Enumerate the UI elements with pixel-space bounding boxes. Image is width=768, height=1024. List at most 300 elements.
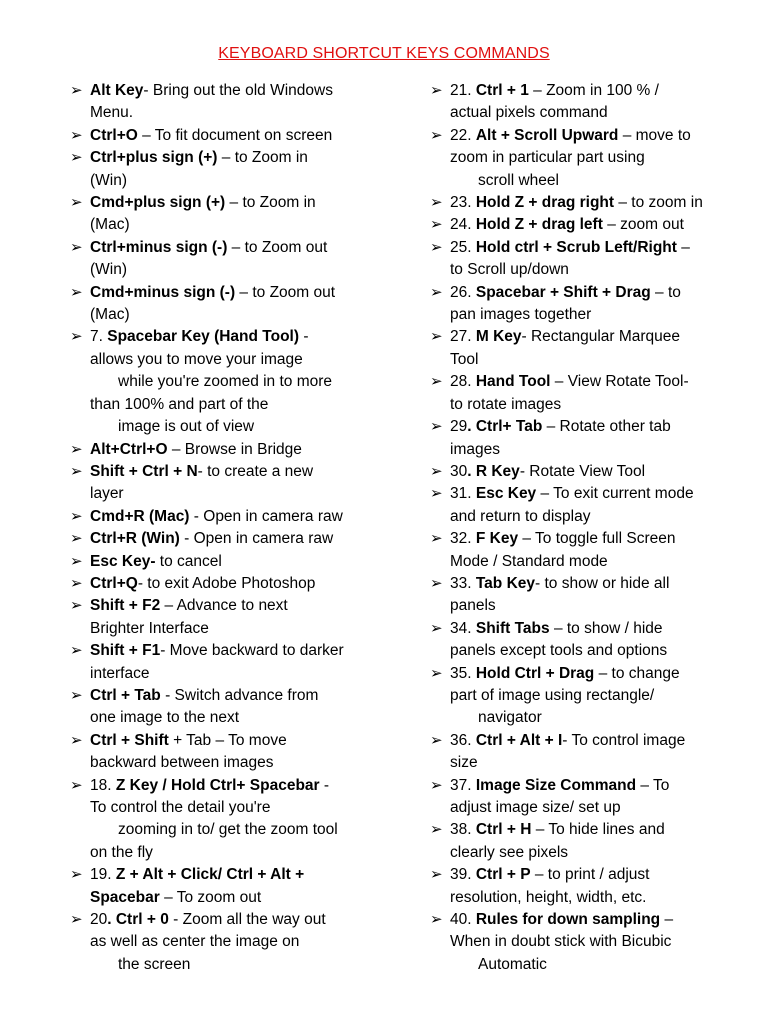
- list-item-line: [450, 80, 730, 102]
- list-item: [430, 909, 730, 976]
- description-text: – zoom out: [602, 216, 684, 234]
- arrow-bullet-icon: ➢: [70, 866, 83, 884]
- shortcut-key: Ctrl + 1: [475, 82, 529, 99]
- description-text: layer: [90, 485, 124, 503]
- list-item-line: [450, 237, 730, 259]
- list-item-line: [90, 170, 370, 192]
- list-item-line: [90, 954, 370, 976]
- list-item: [430, 125, 730, 192]
- description-text: 39.: [450, 866, 476, 884]
- list-item: [430, 371, 730, 416]
- list-item: [430, 730, 730, 775]
- shortcut-key: Spacebar: [90, 888, 160, 906]
- arrow-bullet-icon: ➢: [70, 597, 83, 615]
- shortcut-key: Ctrl + H: [475, 821, 532, 839]
- description-text: resolution, height, width, etc.: [450, 888, 647, 906]
- description-text: 26.: [450, 283, 476, 301]
- shortcut-key: Hold ctrl + Scrub Left/Right: [475, 238, 677, 256]
- list-item: [70, 125, 370, 147]
- list-item: [70, 864, 370, 909]
- list-item-line: [90, 595, 370, 617]
- list-item-line: [90, 237, 370, 259]
- list-item-line: [450, 685, 730, 707]
- arrow-bullet-icon: ➢: [70, 530, 83, 548]
- list-item-line: [450, 819, 730, 841]
- list-item-line: [450, 170, 730, 192]
- shortcut-key: Cmd+plus sign (+): [90, 194, 226, 212]
- shortcut-key: Cmd+minus sign (-): [90, 283, 236, 301]
- description-text: – to: [650, 283, 681, 301]
- description-text: navigator: [478, 709, 542, 727]
- description-text: interface: [90, 664, 150, 682]
- list-item-line: [90, 887, 370, 909]
- list-item-line: [90, 730, 370, 752]
- description-text: – move to: [618, 126, 691, 144]
- list-item-line: [450, 775, 730, 797]
- list-item-line: [450, 349, 730, 371]
- description-text: – Rotate other tab: [542, 418, 671, 436]
- list-item-line: [450, 663, 730, 685]
- description-text: than 100% and part of the: [90, 395, 269, 413]
- list-item: [70, 147, 370, 192]
- description-text: – To toggle full Screen: [518, 530, 676, 548]
- description-text: - Bring out the old Windows: [143, 82, 333, 99]
- arrow-bullet-icon: ➢: [430, 418, 443, 436]
- list-item-line: [450, 439, 730, 461]
- list-item-line: [450, 147, 730, 169]
- right-column: [430, 80, 730, 976]
- list-item-line: [90, 640, 370, 662]
- shortcut-key: Ctrl+O: [90, 126, 138, 144]
- left-column: [70, 80, 370, 976]
- description-text: 36.: [450, 731, 476, 749]
- list-item: [70, 192, 370, 237]
- arrow-bullet-icon: ➢: [430, 485, 443, 503]
- list-item-line: [90, 80, 370, 102]
- list-item-line: [90, 439, 370, 461]
- shortcut-key: Ctrl + P: [475, 866, 531, 884]
- list-item-line: [90, 685, 370, 707]
- list-item-line: [450, 595, 730, 617]
- arrow-bullet-icon: ➢: [430, 462, 443, 480]
- list-item-line: [450, 618, 730, 640]
- shortcut-key: Ctrl+minus sign (-): [90, 238, 228, 256]
- description-text: 7.: [90, 328, 108, 346]
- list-item: [430, 618, 730, 663]
- list-item-line: [450, 887, 730, 909]
- shortcut-key: Hold Z + drag left: [475, 216, 603, 234]
- description-text: - Rectangular Marquee: [521, 328, 681, 346]
- description-text: - To control image: [562, 731, 686, 749]
- description-text: 28.: [450, 373, 476, 391]
- description-text: – to Zoom out: [227, 238, 328, 256]
- arrow-bullet-icon: ➢: [430, 866, 443, 884]
- list-item-line: [450, 371, 730, 393]
- description-text: on the fly: [90, 843, 153, 861]
- description-text: – To: [636, 776, 670, 794]
- arrow-bullet-icon: ➢: [430, 194, 443, 212]
- shortcut-key: . R Key: [467, 462, 520, 480]
- description-text: -: [299, 328, 309, 346]
- list-item: [70, 775, 370, 865]
- description-text: - Open in camera raw: [189, 507, 343, 525]
- shortcut-key: Esc Key: [475, 485, 537, 503]
- description-text: Mode / Standard mode: [450, 552, 608, 570]
- list-item-line: [90, 819, 370, 841]
- list-item-line: [450, 707, 730, 729]
- description-text: 27.: [450, 328, 476, 346]
- description-text: – to Zoom in: [217, 149, 308, 167]
- description-text: Brighter Interface: [90, 619, 209, 637]
- list-item: [430, 528, 730, 573]
- description-text: to cancel: [155, 552, 222, 570]
- shortcut-key: Esc Key-: [90, 552, 156, 570]
- arrow-bullet-icon: ➢: [70, 82, 83, 99]
- description-text: pan images together: [450, 306, 592, 324]
- list-item-line: [90, 326, 370, 348]
- list-item-line: [90, 775, 370, 797]
- description-text: – To fit document on screen: [137, 126, 333, 144]
- list-item-line: [90, 214, 370, 236]
- list-item-line: [90, 707, 370, 729]
- arrow-bullet-icon: ➢: [430, 731, 443, 749]
- arrow-bullet-icon: ➢: [430, 216, 443, 234]
- description-text: 25.: [450, 238, 476, 256]
- description-text: image is out of view: [118, 418, 255, 436]
- description-text: - to create a new: [197, 462, 314, 480]
- arrow-bullet-icon: ➢: [70, 440, 83, 458]
- description-text: – To zoom out: [159, 888, 262, 906]
- list-item-line: [450, 909, 730, 931]
- list-item: [70, 595, 370, 640]
- shortcut-key: Ctrl + Tab: [90, 686, 161, 704]
- shortcut-key: Image Size Command: [475, 776, 637, 794]
- list-item-line: [450, 461, 730, 483]
- list-item-line: [450, 797, 730, 819]
- list-item-line: [90, 304, 370, 326]
- description-text: 33.: [450, 574, 476, 592]
- description-text: zoom in particular part using: [450, 149, 645, 167]
- arrow-bullet-icon: ➢: [430, 821, 443, 839]
- list-item: [430, 237, 730, 282]
- list-item-line: [450, 192, 730, 214]
- list-item-line: [90, 371, 370, 393]
- arrow-bullet-icon: ➢: [430, 776, 443, 794]
- list-item-line: [90, 663, 370, 685]
- arrow-bullet-icon: ➢: [430, 373, 443, 391]
- list-item: [70, 461, 370, 506]
- list-item-line: [90, 147, 370, 169]
- description-text: Automatic: [478, 955, 547, 973]
- list-item-line: [90, 528, 370, 550]
- arrow-bullet-icon: ➢: [70, 238, 83, 256]
- list-item: [70, 730, 370, 775]
- shortcut-key: Alt Key: [90, 82, 144, 99]
- list-item-line: [90, 259, 370, 281]
- description-text: 22.: [450, 126, 476, 144]
- list-item-line: [450, 931, 730, 953]
- description-text: as well as center the image on: [90, 933, 300, 951]
- list-item-line: [450, 506, 730, 528]
- description-text: actual pixels command: [450, 104, 608, 122]
- shortcut-key: Ctrl+Q: [90, 574, 138, 592]
- list-item: [70, 685, 370, 730]
- description-text: –: [660, 911, 674, 929]
- list-item-line: [450, 394, 730, 416]
- list-item: [430, 461, 730, 483]
- list-item-line: [90, 618, 370, 640]
- list-item-line: [90, 842, 370, 864]
- list-item-line: [90, 102, 370, 124]
- list-item-line: [450, 125, 730, 147]
- arrow-bullet-icon: ➢: [70, 911, 83, 929]
- list-item: [430, 282, 730, 327]
- description-text: part of image using rectangle/: [450, 686, 655, 704]
- list-item-line: [90, 909, 370, 931]
- list-item-line: [90, 349, 370, 371]
- list-item-line: [90, 864, 370, 886]
- arrow-bullet-icon: ➢: [70, 686, 83, 704]
- list-item: [70, 573, 370, 595]
- list-item-line: [450, 483, 730, 505]
- list-item: [70, 640, 370, 685]
- shortcut-key: Z Key / Hold Ctrl+ Spacebar: [115, 776, 320, 794]
- list-item-line: [450, 259, 730, 281]
- list-item-line: [90, 797, 370, 819]
- shortcut-key: Cmd+R (Mac): [90, 507, 190, 525]
- description-text: 34.: [450, 619, 476, 637]
- list-item-line: [90, 416, 370, 438]
- shortcut-key: Alt + Scroll Upward: [475, 126, 619, 144]
- list-item-line: [90, 461, 370, 483]
- list-item-line: [450, 954, 730, 976]
- list-item-line: [90, 551, 370, 573]
- description-text: – Zoom in 100 % /: [528, 82, 659, 99]
- description-text: Tool: [450, 350, 479, 368]
- description-text: - to exit Adobe Photoshop: [137, 574, 316, 592]
- arrow-bullet-icon: ➢: [70, 574, 83, 592]
- list-item-line: [90, 192, 370, 214]
- shortcut-key: Z + Alt + Click/ Ctrl + Alt +: [115, 866, 305, 884]
- description-text: backward between images: [90, 754, 274, 772]
- arrow-bullet-icon: ➢: [430, 911, 443, 929]
- description-text: + Tab – To move: [168, 731, 287, 749]
- shortcut-key: Ctrl + Alt + I: [475, 731, 563, 749]
- description-text: zooming in to/ get the zoom tool: [118, 821, 338, 839]
- list-item: [430, 864, 730, 909]
- description-text: and return to display: [450, 507, 591, 525]
- description-text: 35.: [450, 664, 476, 682]
- shortcut-key: Spacebar + Shift + Drag: [475, 283, 651, 301]
- shortcut-key: Hand Tool: [475, 373, 551, 391]
- description-text: – to change: [594, 664, 680, 682]
- description-text: 38.: [450, 821, 476, 839]
- description-text: 24.: [450, 216, 476, 234]
- list-item: [70, 551, 370, 573]
- arrow-bullet-icon: ➢: [70, 507, 83, 525]
- description-text: clearly see pixels: [450, 843, 569, 861]
- list-item-line: [450, 730, 730, 752]
- description-text: – to print / adjust: [530, 866, 650, 884]
- arrow-bullet-icon: ➢: [70, 776, 83, 794]
- description-text: (Mac): [90, 306, 130, 324]
- list-item: [430, 819, 730, 864]
- shortcut-key: Ctrl + Shift: [90, 731, 169, 749]
- list-item-line: [450, 102, 730, 124]
- shortcut-key: . Ctrl+ Tab: [467, 418, 543, 436]
- description-text: –: [676, 238, 690, 256]
- description-text: – View Rotate Tool-: [550, 373, 689, 391]
- description-text: 30: [450, 462, 468, 480]
- description-text: (Mac): [90, 216, 130, 234]
- description-text: When in doubt stick with Bicubic: [450, 933, 672, 951]
- description-text: the screen: [118, 955, 191, 973]
- description-text: – to show / hide: [549, 619, 663, 637]
- arrow-bullet-icon: ➢: [430, 238, 443, 256]
- description-text: panels except tools and options: [450, 642, 668, 660]
- shortcut-key: Shift Tabs: [475, 619, 550, 637]
- arrow-bullet-icon: ➢: [430, 619, 443, 637]
- shortcut-key: Alt+Ctrl+O: [90, 440, 168, 458]
- list-item-line: [90, 506, 370, 528]
- description-text: (Win): [90, 261, 128, 279]
- list-item-line: [450, 528, 730, 550]
- shortcut-key: Tab Key: [475, 574, 536, 592]
- list-item-line: [90, 282, 370, 304]
- list-item-line: [450, 551, 730, 573]
- description-text: – to Zoom in: [225, 194, 316, 212]
- shortcut-key: Spacebar Key (Hand Tool): [107, 328, 300, 346]
- list-item-line: [450, 326, 730, 348]
- arrow-bullet-icon: ➢: [70, 283, 83, 301]
- arrow-bullet-icon: ➢: [70, 731, 83, 749]
- description-text: - Open in camera raw: [179, 530, 334, 548]
- description-text: To control the detail you're: [90, 799, 271, 816]
- list-item-line: [450, 752, 730, 774]
- description-text: to rotate images: [450, 395, 562, 413]
- list-item: [430, 80, 730, 125]
- arrow-bullet-icon: ➢: [430, 530, 443, 548]
- shortcut-key: Shift + F2: [90, 597, 161, 615]
- shortcut-key: Hold Ctrl + Drag: [475, 664, 595, 682]
- description-text: -: [319, 776, 330, 794]
- list-item: [430, 416, 730, 461]
- list-item-line: [90, 573, 370, 595]
- description-text: 21.: [450, 82, 476, 99]
- description-text: images: [450, 440, 500, 458]
- description-text: to Scroll up/down: [450, 261, 569, 279]
- description-text: - Switch advance from: [160, 686, 319, 704]
- description-text: - Move backward to darker: [160, 642, 344, 660]
- arrow-bullet-icon: ➢: [70, 149, 83, 167]
- list-item: [70, 80, 370, 125]
- description-text: one image to the next: [90, 709, 240, 727]
- description-text: 29: [450, 418, 468, 436]
- description-text: – Advance to next: [160, 597, 288, 615]
- list-item-line: [450, 864, 730, 886]
- description-text: 23.: [450, 194, 476, 212]
- description-text: – To exit current mode: [536, 485, 694, 503]
- arrow-bullet-icon: ➢: [70, 462, 83, 480]
- description-text: 40.: [450, 911, 476, 929]
- list-item-line: [450, 304, 730, 326]
- shortcut-key: M Key: [475, 328, 522, 346]
- arrow-bullet-icon: ➢: [430, 328, 443, 346]
- list-item-line: [450, 282, 730, 304]
- list-item-line: [450, 214, 730, 236]
- page-title: KEYBOARD SHORTCUT KEYS COMMANDS: [218, 45, 550, 62]
- list-item: [70, 439, 370, 461]
- description-text: 32.: [450, 530, 476, 548]
- list-item: [70, 282, 370, 327]
- description-text: 19.: [90, 866, 116, 884]
- shortcut-key: Ctrl+R (Win): [90, 530, 180, 548]
- list-item-line: [450, 573, 730, 595]
- description-text: while you're zoomed in to more: [118, 373, 333, 391]
- arrow-bullet-icon: ➢: [430, 283, 443, 301]
- description-text: 18.: [90, 776, 116, 794]
- list-item-line: [450, 842, 730, 864]
- list-item: [70, 237, 370, 282]
- shortcut-key: F Key: [475, 530, 519, 548]
- arrow-bullet-icon: ➢: [430, 82, 443, 99]
- description-text: adjust image size/ set up: [450, 799, 621, 816]
- description-text: Menu.: [90, 104, 134, 122]
- list-item-line: [90, 752, 370, 774]
- shortcut-key: Shift + Ctrl + N: [90, 462, 198, 480]
- arrow-bullet-icon: ➢: [430, 126, 443, 144]
- list-item-line: [450, 416, 730, 438]
- arrow-bullet-icon: ➢: [70, 552, 83, 570]
- list-item: [430, 663, 730, 730]
- description-text: allows you to move your image: [90, 350, 303, 368]
- list-item: [70, 909, 370, 976]
- shortcut-key: Ctrl+plus sign (+): [90, 149, 218, 167]
- description-text: size: [450, 754, 478, 772]
- description-text: – Browse in Bridge: [167, 440, 302, 458]
- description-text: 31.: [450, 485, 476, 503]
- list-item-line: [90, 931, 370, 953]
- description-text: scroll wheel: [478, 171, 559, 189]
- arrow-bullet-icon: ➢: [70, 642, 83, 660]
- list-item-line: [90, 394, 370, 416]
- description-text: – to zoom in: [614, 194, 703, 212]
- list-item-line: [90, 125, 370, 147]
- list-item: [70, 326, 370, 438]
- description-text: panels: [450, 597, 496, 615]
- arrow-bullet-icon: ➢: [70, 194, 83, 212]
- description-text: 20: [90, 911, 108, 929]
- shortcut-key: Hold Z + drag right: [475, 194, 615, 212]
- list-item-line: [450, 640, 730, 662]
- arrow-bullet-icon: ➢: [70, 126, 83, 144]
- description-text: – to Zoom out: [235, 283, 336, 301]
- shortcut-key: Rules for down sampling: [475, 911, 661, 929]
- description-text: (Win): [90, 171, 128, 189]
- description-text: - Rotate View Tool: [519, 462, 646, 480]
- list-item: [430, 192, 730, 214]
- list-item: [430, 573, 730, 618]
- list-item: [70, 506, 370, 528]
- list-item-line: [90, 483, 370, 505]
- description-text: - to show or hide all: [535, 574, 670, 592]
- description-text: – To hide lines and: [531, 821, 665, 839]
- shortcut-key: . Ctrl + 0: [107, 911, 169, 929]
- arrow-bullet-icon: ➢: [430, 574, 443, 592]
- shortcut-key: Shift + F1: [90, 642, 161, 660]
- description-text: 37.: [450, 776, 476, 794]
- arrow-bullet-icon: ➢: [430, 664, 443, 682]
